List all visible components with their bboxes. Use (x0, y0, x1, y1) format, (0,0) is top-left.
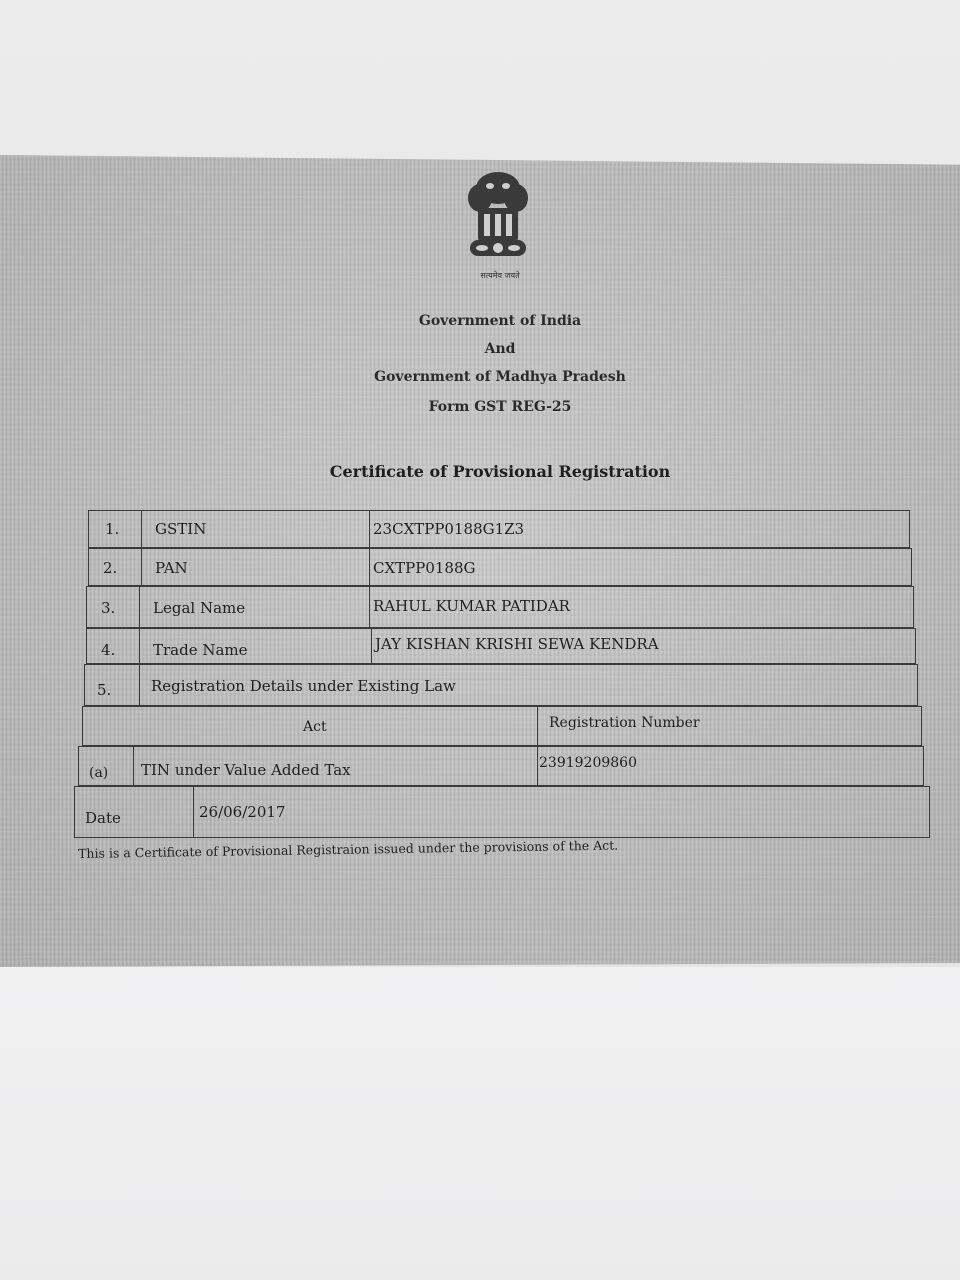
row-label: Legal Name (153, 599, 246, 617)
date-value: 26/06/2017 (199, 803, 286, 821)
header-line-4: Form GST REG-25 (428, 399, 572, 415)
date-row (74, 786, 930, 838)
header-line-1: Government of India (418, 313, 582, 329)
national-emblem-icon (460, 168, 536, 268)
table-row (88, 548, 912, 586)
header-line-3: Government of Madhya Pradesh (374, 369, 626, 385)
row-number: 4. (101, 641, 116, 659)
row-number: 3. (101, 599, 116, 617)
row-act: TIN under Value Added Tax (141, 761, 351, 779)
table-subheader (82, 706, 922, 746)
column-header-act: Act (303, 719, 327, 735)
column-header-registration-number: Registration Number (549, 715, 700, 731)
certificate-footer-note: This is a Certificate of Provisional Registraion issued under the provisions of the Act. (78, 837, 619, 861)
row-label: GSTIN (155, 520, 207, 538)
table-row (78, 746, 924, 786)
date-label: Date (85, 809, 121, 827)
row-number: (a) (89, 765, 109, 781)
row-value: JAY KISHAN KRISHI SEWA KENDRA (375, 635, 659, 653)
header-line-2: And (484, 341, 516, 357)
certificate-title: Certificate of Provisional Registration (329, 462, 671, 481)
row-label: Registration Details under Existing Law (151, 677, 456, 695)
table-row (88, 510, 910, 548)
row-registration-number: 23919209860 (539, 755, 637, 771)
row-number: 1. (105, 520, 120, 538)
row-label: PAN (155, 559, 188, 577)
row-number: 5. (97, 681, 112, 699)
row-value: CXTPP0188G (373, 559, 476, 577)
table-row (86, 628, 916, 664)
row-value: 23CXTPP0188G1Z3 (373, 520, 525, 538)
table-row (86, 586, 914, 628)
emblem-motto: सत्यमेव जयते (480, 271, 520, 280)
row-value: RAHUL KUMAR PATIDAR (373, 597, 570, 615)
row-number: 2. (103, 559, 118, 577)
table-row (84, 664, 918, 706)
blank-paper-area (0, 967, 960, 1280)
row-label: Trade Name (153, 641, 248, 659)
